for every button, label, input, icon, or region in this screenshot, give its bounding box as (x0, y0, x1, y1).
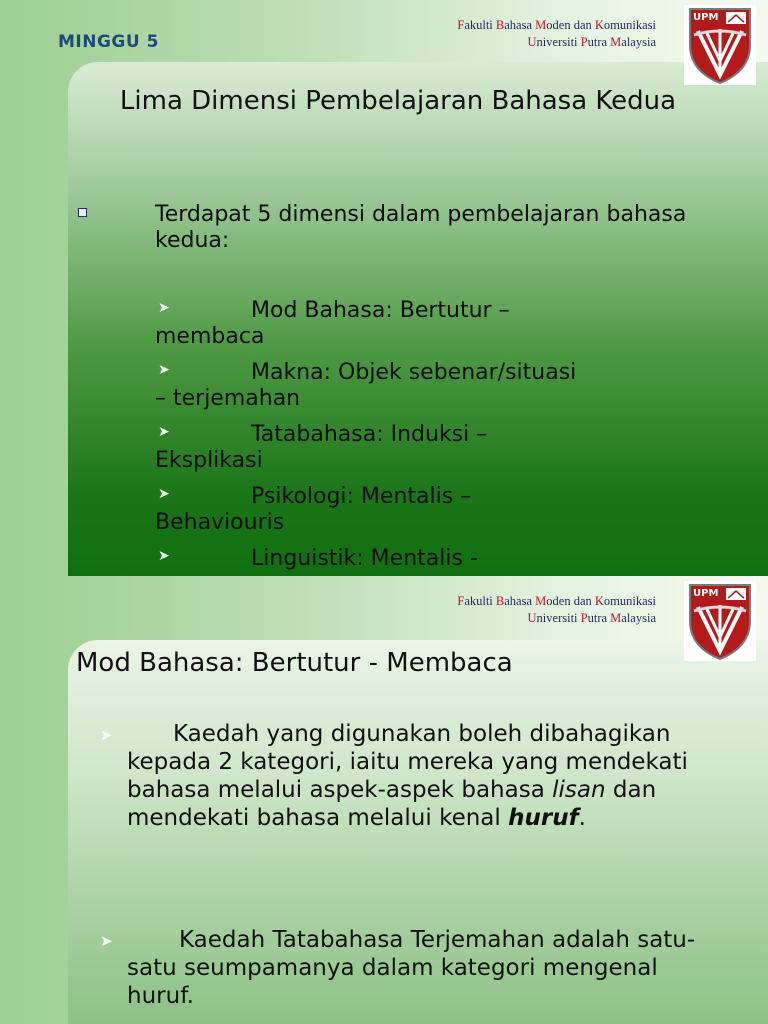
faculty-text-segment: M (535, 18, 547, 32)
slide-title: Lima Dimensi Pembelajaran Bahasa Kedua (119, 86, 677, 116)
faculty-header (457, 17, 656, 51)
faculty-text-segment: K (594, 18, 604, 32)
university-name (457, 610, 656, 627)
faculty-text-segment: akulti (464, 594, 496, 608)
arrow-bullet-icon: ➤ (100, 726, 113, 744)
faculty-text-segment: omunikasi (603, 18, 656, 32)
faculty-text-segment: ahasa (504, 18, 536, 32)
list-item: Linguistik: Mentalis - (251, 546, 478, 571)
slide-2 (0, 576, 768, 1024)
logo-text: UPM (693, 12, 719, 23)
slide-title: Mod Bahasa: Bertutur - Membaca (76, 648, 513, 678)
faculty-header (457, 593, 656, 627)
upm-logo (684, 581, 756, 661)
faculty-text-segment: utra (587, 611, 611, 625)
faculty-text-segment: K (594, 594, 604, 608)
logo-text: UPM (693, 588, 719, 599)
arrow-bullet-icon: ➤ (158, 424, 170, 440)
faculty-text-segment: M (535, 594, 547, 608)
arrow-bullet-icon: ➤ (100, 932, 113, 950)
faculty-text-segment: niversiti (536, 611, 581, 625)
faculty-text-segment: akulti (464, 18, 496, 32)
square-bullet-icon (78, 208, 87, 217)
faculty-text-segment: U (527, 35, 537, 49)
list-item: Mod Bahasa: Bertutur – membaca (155, 298, 510, 349)
arrow-bullet-icon: ➤ (158, 362, 170, 378)
faculty-text-segment: omunikasi (603, 594, 656, 608)
faculty-text-segment: F (457, 594, 465, 608)
faculty-text-segment: utra (587, 35, 611, 49)
faculty-text-segment: M (610, 611, 622, 625)
week-label: MINGGU 5 (58, 32, 159, 52)
faculty-text-segment: B (495, 594, 505, 608)
university-name (457, 34, 656, 51)
arrow-bullet-icon: ➤ (158, 486, 170, 502)
bullet-point-1: Kaedah yang digunakan boleh dibahagikan kepada 2 kategori, iaitu mereka yang mendekati bahasa melalui aspek-aspek bahasa lisan dan mendekati bahasa melalui kenal huruf. (127, 721, 688, 831)
faculty-text-segment: alaysia (621, 611, 656, 625)
faculty-text-segment: oden dan (546, 594, 595, 608)
faculty-text-segment: P (580, 611, 588, 625)
arrow-bullet-icon: ➤ (158, 300, 170, 316)
faculty-text-segment: ahasa (504, 594, 536, 608)
faculty-text-segment: niversiti (536, 35, 581, 49)
bullet-point-2: Kaedah Tatabahasa Terjemahan adalah satu-satu seumpamanya dalam kategori mengenal huruf. (127, 927, 696, 1009)
intro-text: Terdapat 5 dimensi dalam pembelajaran bahasa kedua: (155, 202, 687, 253)
list-item: Psikologi: Mentalis – Behaviouris (155, 484, 472, 535)
faculty-text-segment: P (580, 35, 588, 49)
faculty-text-segment: U (527, 611, 537, 625)
list-item: Tatabahasa: Induksi – Eksplikasi (155, 422, 488, 473)
arrow-bullet-icon: ➤ (158, 548, 170, 564)
upm-logo (684, 5, 756, 85)
faculty-text-segment: M (610, 35, 622, 49)
faculty-name (457, 17, 656, 34)
faculty-name (457, 593, 656, 610)
list-item: Makna: Objek sebenar/situasi – terjemahan (155, 360, 577, 411)
faculty-text-segment: oden dan (546, 18, 595, 32)
faculty-text-segment: B (495, 18, 505, 32)
faculty-text-segment: alaysia (621, 35, 656, 49)
faculty-text-segment: F (457, 18, 465, 32)
